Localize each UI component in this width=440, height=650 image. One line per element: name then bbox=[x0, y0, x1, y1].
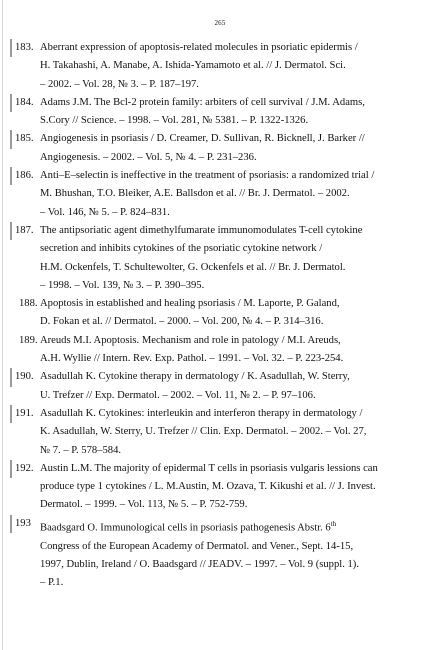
reference-line: Baadsgard O. Immunological cells in psoriasis pathogenesis Abstr. 6th bbox=[40, 519, 337, 534]
reference-item bbox=[10, 332, 424, 369]
reference-line: U. Trefzer // Exp. Dermatol. – 2002. – Vol. 11, № 2. – P. 97–106. bbox=[40, 389, 316, 401]
reference-line: Austin L.M. The majority of epidermal T cells in psoriasis vulgaris lessions can bbox=[40, 462, 378, 474]
reference-line: Adams J.M. The Bcl-2 protein family: arbiters of cell survival / J.M. Adams, bbox=[40, 96, 365, 108]
reference-line: Asadullah K. Cytokine therapy in dermatology / K. Asadullah, W. Sterry, bbox=[40, 371, 350, 383]
reference-line: 1997, Dublin, Ireland / O. Baadsgard // JEADV. – 1997. – Vol. 9 (suppl. 1). bbox=[40, 558, 359, 570]
reference-line: H.M. Ockenfels, T. Schultewolter, G. Ockenfels et al. // Br. J. Dermatol. bbox=[40, 261, 346, 273]
reference-item bbox=[10, 167, 424, 222]
reference-item bbox=[10, 368, 424, 405]
reference-item bbox=[10, 39, 424, 94]
reference-line: – Vol. 146, № 5. – P. 824–831. bbox=[40, 206, 170, 218]
reference-number: 186. bbox=[10, 167, 44, 185]
reference-line: Aberrant expression of apoptosis-related molecules in psoriatic epidermis / bbox=[40, 42, 358, 53]
reference-line: – 1998. – Vol. 139, № 3. – P. 390–395. bbox=[40, 279, 205, 291]
reference-item bbox=[10, 222, 424, 295]
reference-number: 189. bbox=[19, 334, 38, 346]
reference-item bbox=[10, 405, 424, 460]
reference-line: produce type 1 cytokines / L. M.Austin, M. Ozava, T. Kikushi et al. // J. Invest. bbox=[40, 481, 376, 493]
reference-item bbox=[10, 295, 424, 332]
reference-line: № 7. – P. 578–584. bbox=[40, 444, 122, 456]
reference-line: Anti–E–selectin is ineffective in the treatment of psoriasis: a randomized trial / bbox=[40, 170, 375, 182]
reference-line: Congress of the European Academy of Dermatol. and Vener., Sept. 14-15, bbox=[40, 540, 354, 552]
reference-line: Dermatol. – 1999. – Vol. 113, № 5. – P. 752-759. bbox=[40, 499, 248, 511]
reference-line: D. Fokan et al. // Dermatol. – 2000. – Vol. 200, № 4. – P. 314–316. bbox=[40, 316, 324, 328]
reference-number: 184. bbox=[10, 94, 44, 112]
reference-line: K. Asadullah, W. Sterry, U. Trefzer // Clin. Exp. Dermatol. – 2002. – Vol. 27, bbox=[40, 426, 367, 438]
reference-number: 188. bbox=[19, 298, 38, 310]
reference-number: 185. bbox=[10, 130, 44, 148]
page-number: 265 bbox=[214, 19, 226, 27]
reference-item bbox=[10, 94, 424, 131]
reference-item bbox=[10, 460, 424, 515]
reference-line: – P.1. bbox=[40, 577, 64, 589]
reference-number: 190. bbox=[10, 368, 44, 386]
reference-number: 193 bbox=[10, 515, 44, 533]
reference-item bbox=[10, 515, 424, 593]
reference-line: A.H. Wyllie // Intern. Rev. Exp. Pathol. – 1991. – Vol. 32. – P. 223-254. bbox=[40, 353, 344, 365]
reference-line: Asadullah K. Cytokines: interleukin and interferon therapy in dermatology / bbox=[40, 407, 363, 419]
reference-line: H. Takahashi, A. Manabe, A. Ishida-Yamamoto et al. // J. Dermatol. Sci. bbox=[40, 60, 346, 72]
reference-number: 183. bbox=[10, 39, 44, 57]
scan-edge-line bbox=[2, 0, 3, 650]
reference-line: Angiogenesis in psoriasis / D. Creamer, D. Sullivan, R. Bicknell, J. Barker // bbox=[40, 133, 365, 145]
reference-line: S.Cory // Science. – 1998. – Vol. 281, № 5381. – P. 1322-1326. bbox=[40, 115, 309, 127]
reference-line: Angiogenesis. – 2002. – Vol. 5, № 4. – P. 231–236. bbox=[40, 151, 257, 163]
reference-line: M. Bhushan, T.O. Bleiker, A.E. Ballsdon et al. // Br. J. Dermatol. – 2002. bbox=[40, 188, 350, 200]
reference-line: – 2002. – Vol. 28, № 3. – P. 187–197. bbox=[40, 78, 199, 90]
reference-number: 192. bbox=[10, 460, 44, 478]
reference-number: 187. bbox=[10, 222, 44, 240]
reference-list bbox=[10, 39, 424, 592]
reference-line: secretion and inhibits cytokines of the psoriatic cytokine network / bbox=[40, 243, 323, 255]
reference-line: Apoptosis in established and healing psoriasis / M. Laporte, P. Galand, bbox=[40, 298, 340, 310]
reference-item bbox=[10, 130, 424, 167]
reference-line: Areuds M.I. Apoptosis. Mechanism and role in patology / M.I. Areuds, bbox=[40, 334, 341, 346]
reference-number: 191. bbox=[10, 405, 44, 423]
reference-line: The antipsoriatic agent dimethylfumarate immunomodulates T-cell cytokine bbox=[40, 224, 363, 236]
